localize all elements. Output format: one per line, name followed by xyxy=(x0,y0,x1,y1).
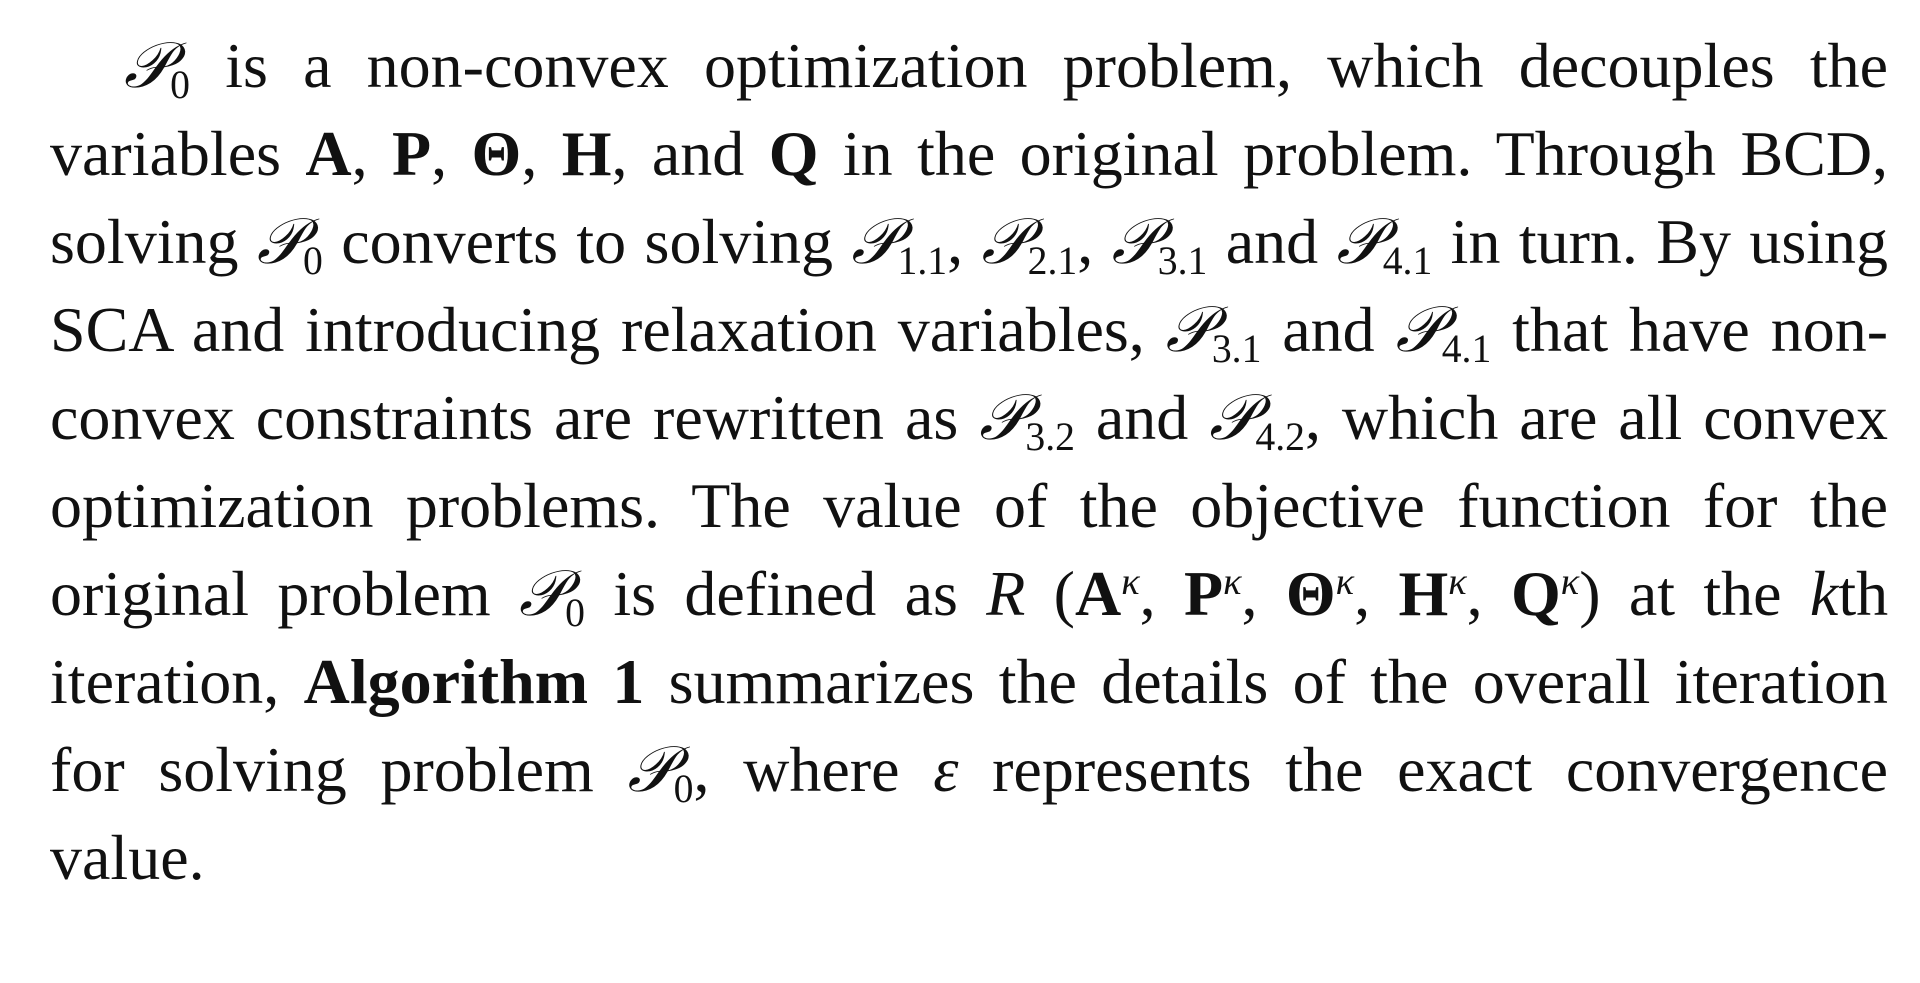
math-subscript: 2.1 xyxy=(1027,239,1078,284)
text-run: in turn. By using SCA and introducing relaxation variables, xyxy=(50,206,1889,365)
math-symbol-p: 𝒫 xyxy=(627,733,674,807)
text-run: summarizes the details of the overall iteration for solving problem xyxy=(50,646,1889,805)
math-variable-theta: Θ xyxy=(471,118,522,189)
text-run: and xyxy=(1261,294,1396,365)
math-subscript: 4.1 xyxy=(1441,327,1492,372)
math-symbol-p: 𝒫 xyxy=(1165,293,1212,367)
text-run: at the xyxy=(1600,558,1810,629)
text-run: in the original problem. Through BCD, solving xyxy=(50,118,1889,277)
math-variable-k: k xyxy=(1809,558,1839,629)
math-superscript-kappa: κ xyxy=(1121,560,1140,603)
text-run: is a non-convex optimization problem, which decouples the variables xyxy=(50,30,1888,189)
math-symbol-p: 𝒫 xyxy=(851,205,898,279)
math-superscript-kappa: κ xyxy=(1448,560,1467,603)
math-superscript-kappa: κ xyxy=(1335,560,1355,603)
math-subscript: 0 xyxy=(303,239,323,284)
text-run: and xyxy=(1074,382,1210,453)
text-run: , xyxy=(351,118,393,189)
text-run: , xyxy=(1466,558,1511,629)
algorithm-reference: Algorithm 1 xyxy=(303,646,645,717)
text-run: , xyxy=(1354,558,1399,629)
math-function-r: R xyxy=(986,558,1026,629)
text-run: and xyxy=(1207,206,1337,277)
math-subscript: 0 xyxy=(170,63,190,108)
math-subscript: 3.2 xyxy=(1025,415,1075,460)
math-variable-h: H xyxy=(1398,558,1449,629)
text-run: , xyxy=(1139,558,1184,629)
math-variable-a: A xyxy=(305,118,352,189)
text-run: , xyxy=(947,206,982,277)
text-run: , xyxy=(431,118,472,189)
math-paren: ) xyxy=(1579,558,1601,629)
math-symbol-p: 𝒫 xyxy=(256,205,303,279)
math-paren: ( xyxy=(1025,558,1075,629)
math-symbol-p: 𝒫 xyxy=(1336,205,1383,279)
text-run: , xyxy=(1241,558,1286,629)
text-run: , where xyxy=(693,734,934,805)
math-variable-theta: Θ xyxy=(1285,558,1336,629)
math-variable-q: Q xyxy=(768,118,819,189)
text-run: is defined as xyxy=(585,558,987,629)
math-variable-a: A xyxy=(1075,558,1122,629)
text-run: , which are all convex optimization problems. The value of the objective function for the original problem xyxy=(50,382,1889,629)
math-subscript: 1.1 xyxy=(897,239,948,284)
text-run: that have non-convex constraints are rewritten as xyxy=(50,294,1889,453)
math-symbol-p: 𝒫 xyxy=(1111,205,1158,279)
math-symbol-epsilon: ε xyxy=(933,734,959,805)
math-variable-p: P xyxy=(1184,558,1224,629)
math-variable-p: P xyxy=(392,118,432,189)
math-subscript: 0 xyxy=(565,591,586,636)
math-symbol-p: 𝒫 xyxy=(979,381,1026,455)
math-superscript-kappa: κ xyxy=(1223,560,1242,603)
text-run: , and xyxy=(611,118,769,189)
math-subscript: 4.2 xyxy=(1255,415,1305,460)
math-symbol-p: 𝒫 xyxy=(124,29,171,103)
text-run: converts to solving xyxy=(322,206,852,277)
text-run: th iteration, xyxy=(50,558,1889,717)
body-paragraph xyxy=(50,22,1888,902)
text-run: represents the exact convergence value. xyxy=(50,734,1889,893)
math-subscript: 4.1 xyxy=(1382,239,1433,284)
text-run: , xyxy=(1077,206,1112,277)
math-variable-h: H xyxy=(561,118,612,189)
math-subscript: 3.1 xyxy=(1211,327,1262,372)
math-symbol-p: 𝒫 xyxy=(981,205,1028,279)
math-variable-q: Q xyxy=(1511,558,1561,629)
text-run: , xyxy=(521,118,562,189)
math-superscript-kappa: κ xyxy=(1560,560,1580,603)
math-subscript: 3.1 xyxy=(1157,239,1208,284)
math-subscript: 0 xyxy=(673,767,694,812)
math-symbol-p: 𝒫 xyxy=(519,557,566,631)
math-symbol-p: 𝒫 xyxy=(1395,293,1442,367)
math-symbol-p: 𝒫 xyxy=(1209,381,1256,455)
